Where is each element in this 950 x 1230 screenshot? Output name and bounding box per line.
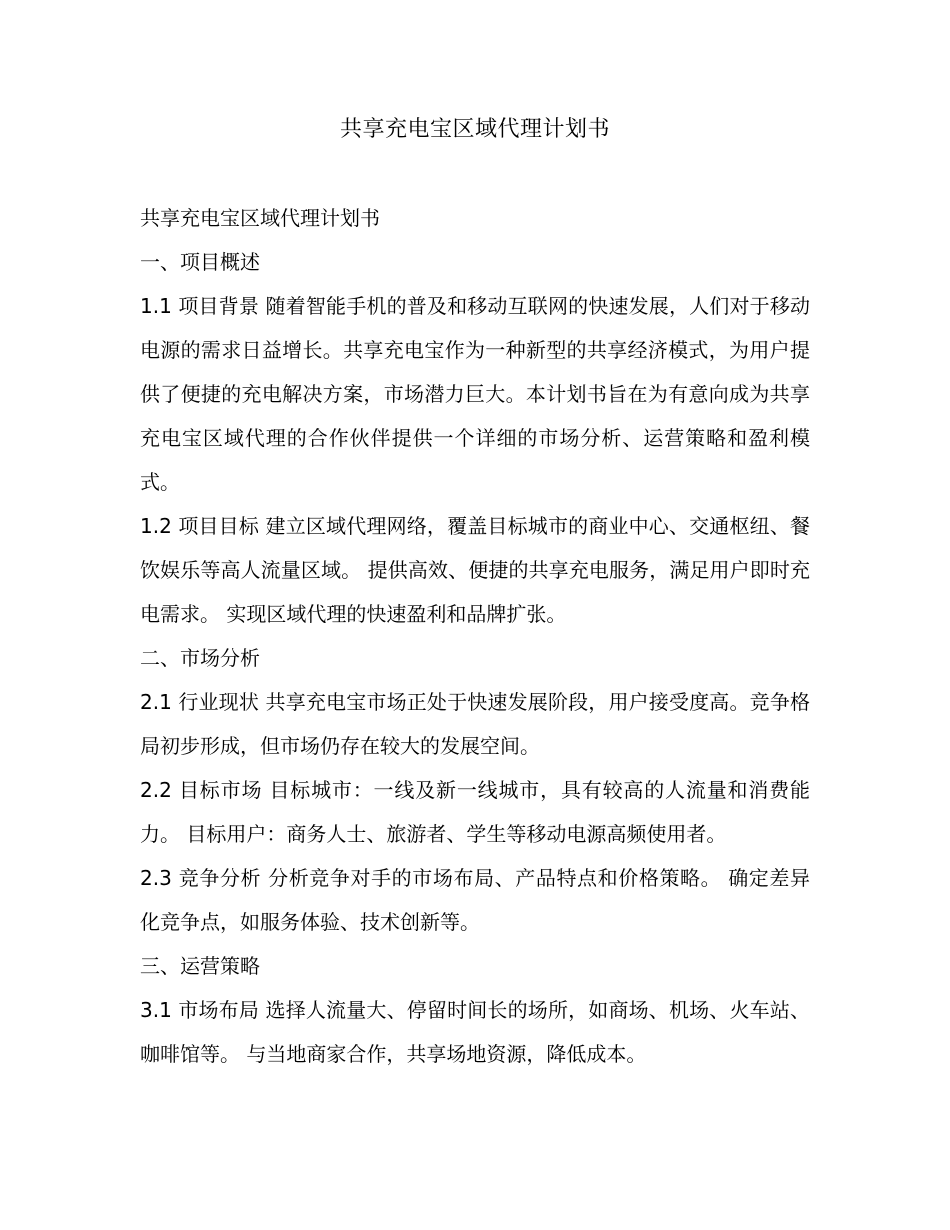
paragraph-heading-repeat: 共享充电宝区域代理计划书 (140, 206, 380, 230)
section-heading-market-analysis: 二、市场分析 (140, 646, 260, 670)
paragraph-target-market: 2.2 目标市场 目标城市：一线及新一线城市，具有较高的人流量和消费能力。 目标用户：商务人士、旅游者、学生等移动电源高频使用者。 (140, 778, 810, 846)
paragraph-project-background: 1.1 项目背景 随着智能手机的普及和移动互联网的快速发展，人们对于移动电源的需求日益增长。共享充电宝作为一种新型的共享经济模式，为用户提供了便捷的充电解决方案，市场潜力巨大。本计划书旨在为有意向成为共享充电宝区域代理的合作伙伴提供一个详细的市场分析、运营策略和盈利模式。 (140, 294, 810, 494)
paragraph-market-layout: 3.1 市场布局 选择人流量大、停留时间长的场所，如商场、机场、火车站、咖啡馆等。 与当地商家合作，共享场地资源，降低成本。 (140, 998, 810, 1066)
document-body (140, 196, 810, 1076)
section-heading-overview: 一、项目概述 (140, 250, 260, 274)
paragraph-project-goals: 1.2 项目目标 建立区域代理网络，覆盖目标城市的商业中心、交通枢纽、餐饮娱乐等高人流量区域。 提供高效、便捷的共享充电服务，满足用户即时充电需求。 实现区域代理的快速盈利和品牌扩张。 (140, 514, 810, 626)
section-heading-operation-strategy: 三、运营策略 (140, 954, 260, 978)
paragraph-industry-status: 2.1 行业现状 共享充电宝市场正处于快速发展阶段，用户接受度高。竞争格局初步形成，但市场仍存在较大的发展空间。 (140, 690, 810, 758)
paragraph-competition-analysis: 2.3 竞争分析 分析竞争对手的市场布局、产品特点和价格策略。 确定差异化竞争点，如服务体验、技术创新等。 (140, 866, 810, 934)
document-title: 共享充电宝区域代理计划书 (339, 117, 610, 142)
